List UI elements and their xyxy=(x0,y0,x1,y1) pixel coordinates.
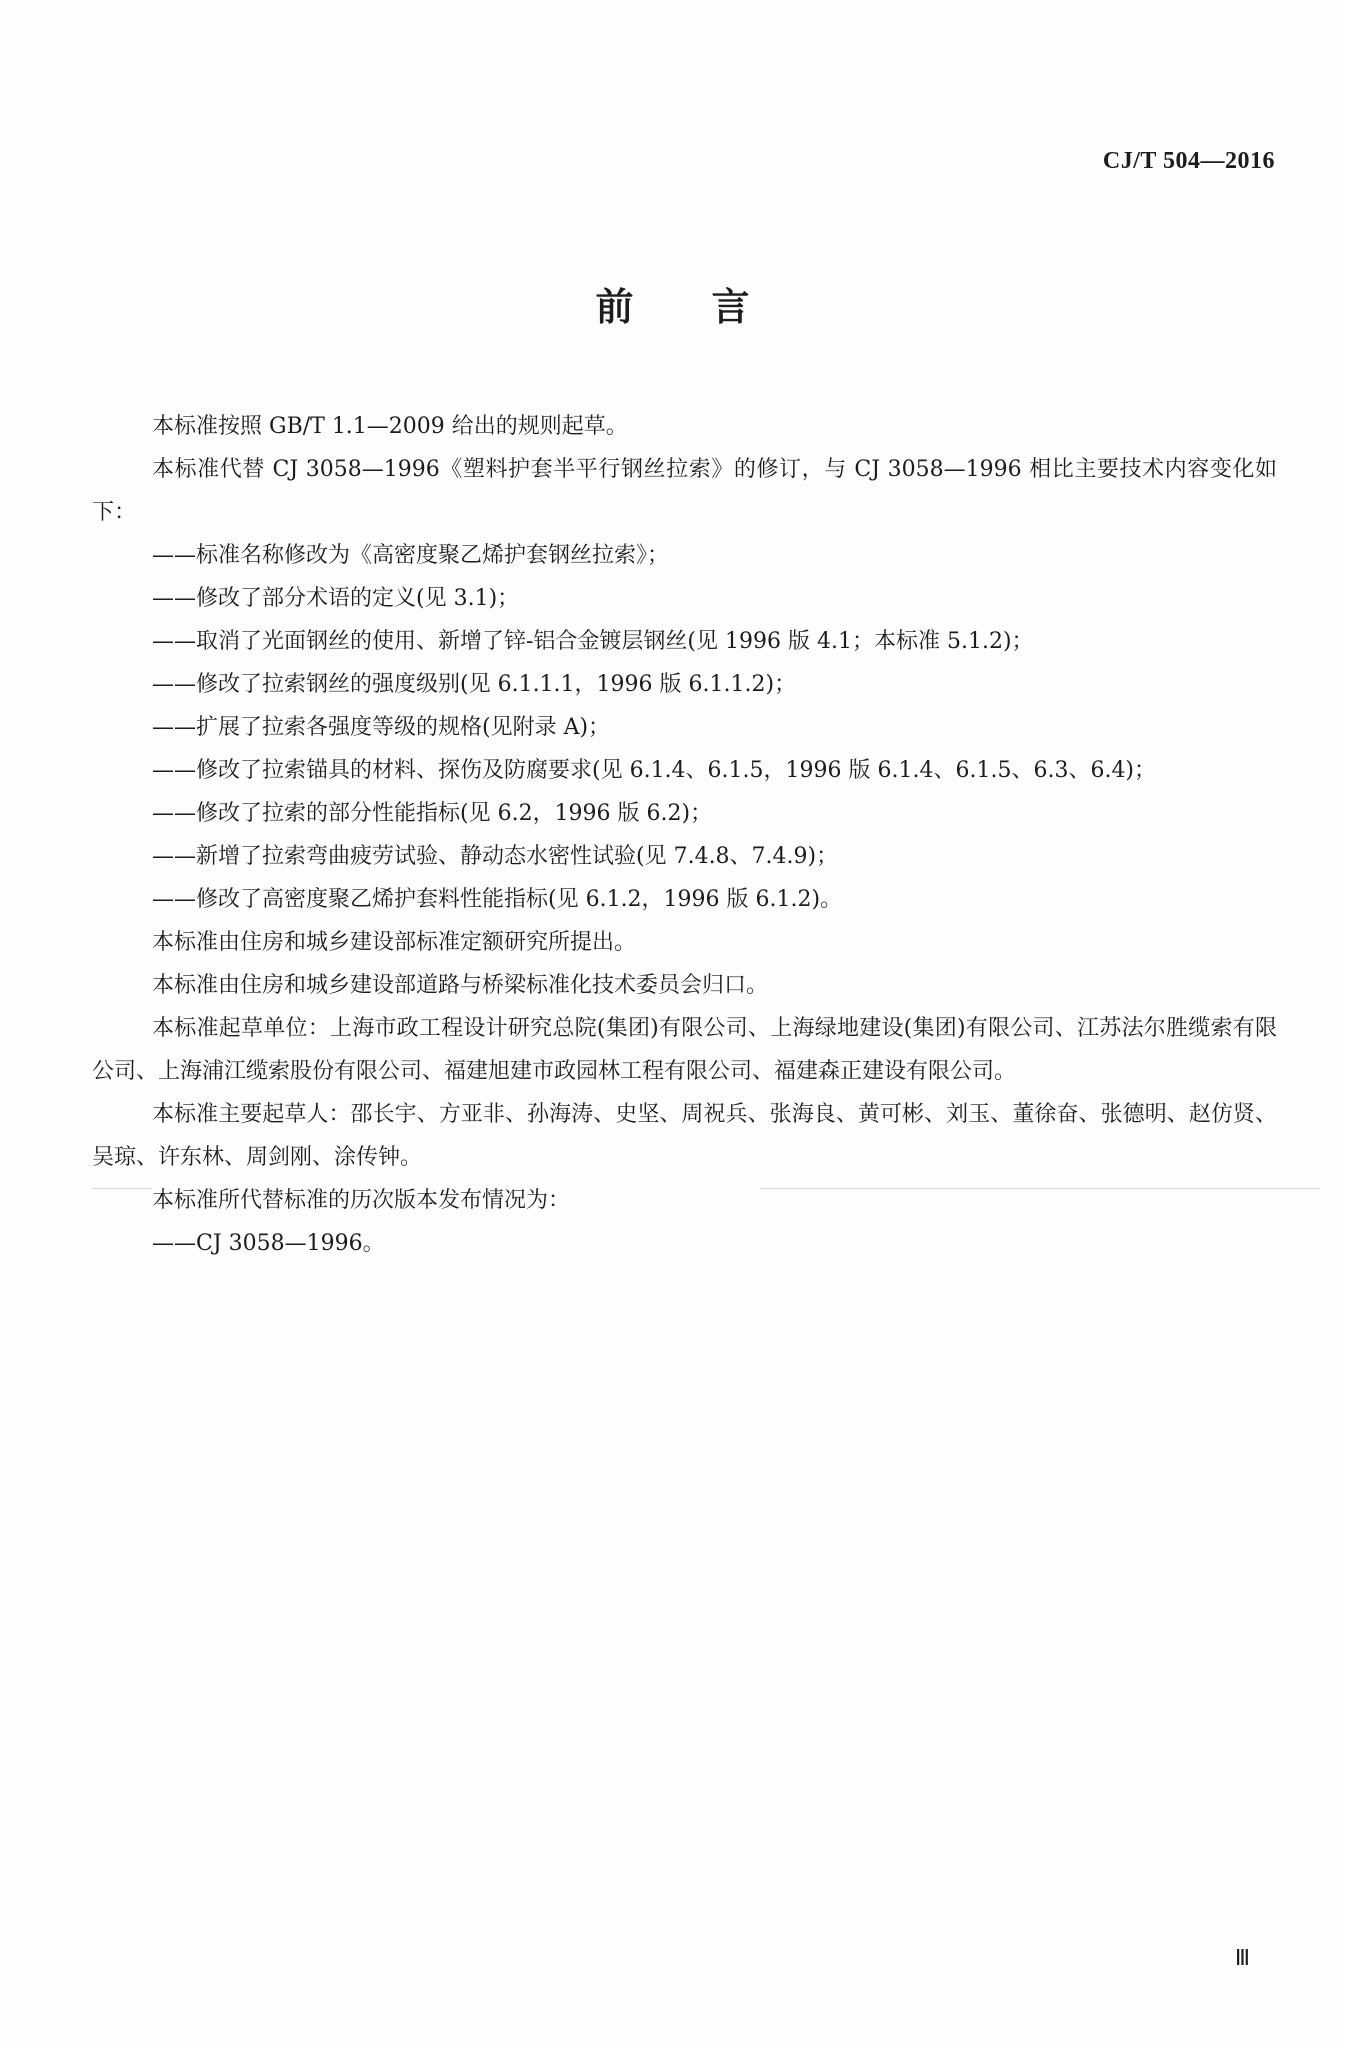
change-item: ——扩展了拉索各强度等级的规格(见附录 A)； xyxy=(152,715,611,740)
change-item: ——修改了拉索锚具的材料、探伤及防腐要求(见 6.1.4、6.1.5，1996 版 6.1.4、6.1.5、6.3、6.4)； xyxy=(152,758,1157,783)
paragraph-drafters: 本标准主要起草人：邵长宇、方亚非、孙海涛、史坚、周祝兵、张海良、黄可彬、刘玉、董徐奋、张德明、赵仿贤、吴琼、许东林、周剑刚、涂传钟。 xyxy=(92,1102,1277,1170)
paragraph-committee: 本标准由住房和城乡建设部道路与桥梁标准化技术委员会归口。 xyxy=(152,973,769,998)
paragraph-history: 本标准所代替标准的历次版本发布情况为： xyxy=(152,1188,571,1213)
scan-line-right xyxy=(760,1188,1320,1189)
foreword-body xyxy=(92,405,1277,1265)
paragraph-replacement: 本标准代替 CJ 3058—1996《塑料护套半平行钢丝拉索》的修订，与 CJ 3058—1996 相比主要技术内容变化如下： xyxy=(92,457,1277,525)
page-title: 前言 xyxy=(595,285,828,329)
page-number: Ⅲ xyxy=(1234,1945,1250,1970)
change-item: ——取消了光面钢丝的使用、新增了锌-铝合金镀层钢丝(见 1996 版 4.1；本标准 5.1.2)； xyxy=(152,629,1034,654)
scan-line-left xyxy=(92,1188,152,1189)
standard-number: CJ/T 504—2016 xyxy=(1102,148,1275,174)
paragraph-proposer: 本标准由住房和城乡建设部标准定额研究所提出。 xyxy=(152,930,637,955)
paragraph-drafting-units: 本标准起草单位：上海市政工程设计研究总院(集团)有限公司、上海绿地建设(集团)有限公司、江苏法尔胜缆索有限公司、上海浦江缆索股份有限公司、福建旭建市政园林工程有限公司、福建森正建设有限公司。 xyxy=(92,1016,1277,1084)
change-item: ——新增了拉索弯曲疲劳试验、静动态水密性试验(见 7.4.8、7.4.9)； xyxy=(152,844,839,869)
change-item: ——修改了高密度聚乙烯护套料性能指标(见 6.1.2，1996 版 6.1.2)。 xyxy=(152,887,843,912)
paragraph-drafting-rules: 本标准按照 GB/T 1.1—2009 给出的规则起草。 xyxy=(152,414,628,439)
change-item: ——修改了拉索的部分性能指标(见 6.2，1996 版 6.2)； xyxy=(152,801,713,826)
change-item: ——标准名称修改为《高密度聚乙烯护套钢丝拉索》； xyxy=(152,543,670,568)
history-item: ——CJ 3058—1996。 xyxy=(152,1231,385,1256)
change-item: ——修改了部分术语的定义(见 3.1)； xyxy=(152,586,520,611)
change-item: ——修改了拉索钢丝的强度级别(见 6.1.1.1，1996 版 6.1.1.2)； xyxy=(152,672,797,697)
